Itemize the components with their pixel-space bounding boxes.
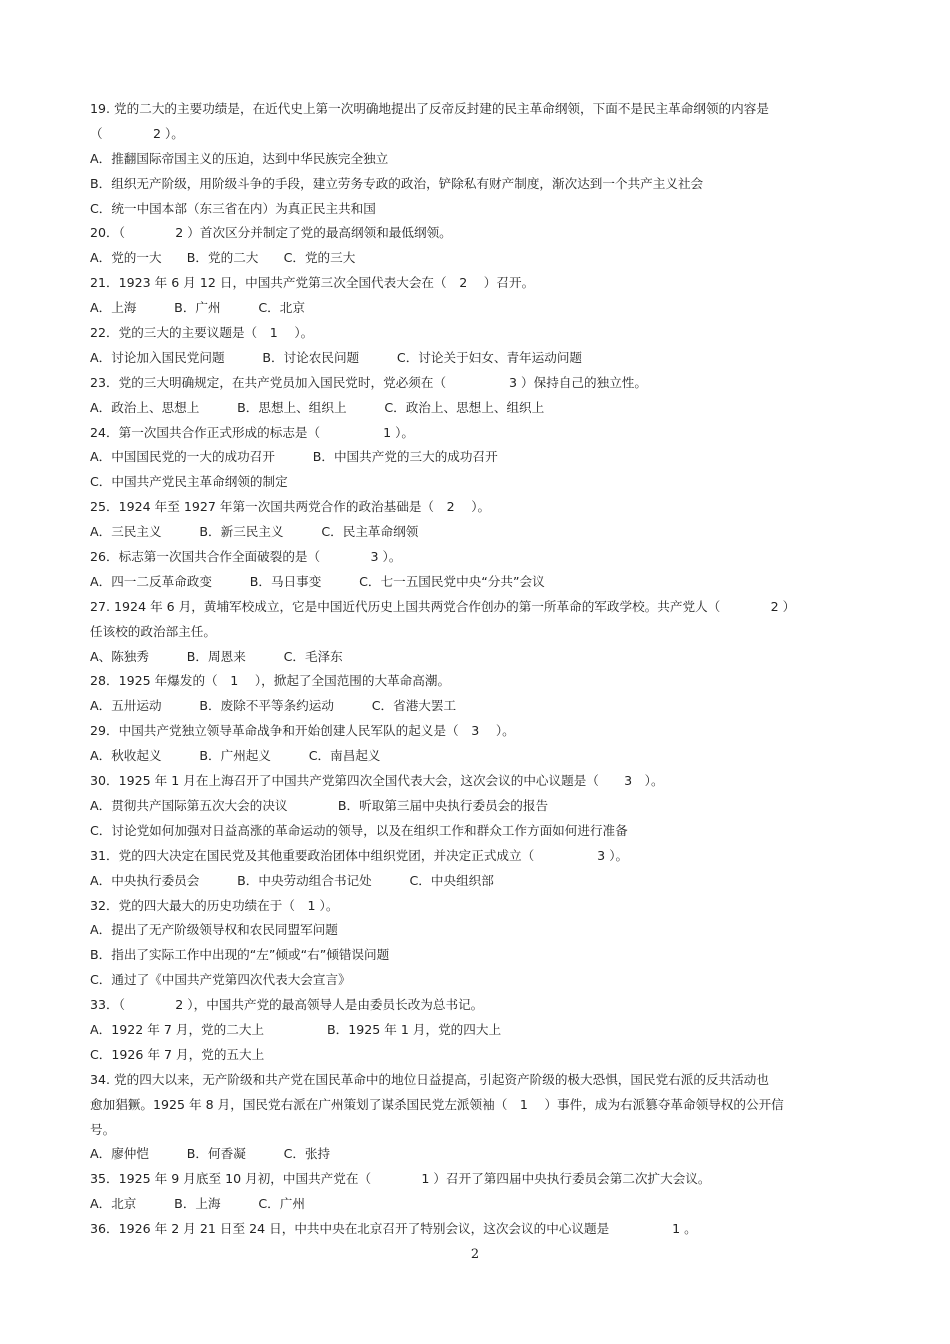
text-line: 愈加猖獗。1925 年 8 月，国民党右派在广州策划了谋杀国民党左派领袖（ 1 ）事件，成为右派篡夺革命领导权的公开信 [90, 1096, 784, 1112]
text-line: A．讨论加入国民党问题 B．讨论农民问题 C．讨论关于妇女、青年运动问题 [90, 349, 583, 365]
text-line: 25．1924 年至 1927 年第一次国共两党合作的政治基础是（ 2 ）。 [90, 499, 491, 515]
text-line: （ 2 ）。 [90, 125, 184, 141]
text-line: A．贯彻共产国际第五次大会的决议 B．听取第三届中央执行委员会的报告 [90, 797, 549, 813]
text-line: B．组织无产阶级，用阶级斗争的手段，建立劳务专政的政治，铲除私有财产制度，渐次达到一个共产主义社会 [90, 175, 704, 191]
text-line: C．1926 年 7 月，党的五大上 [90, 1046, 265, 1062]
text-line: C．统一中国本部（东三省在内）为真正民主共和国 [90, 200, 376, 216]
text-line: 22．党的三大的主要议题是（ 1 ）。 [90, 325, 314, 341]
question-list [90, 97, 870, 1242]
text-line: 35．1925 年 9 月底至 10 月初，中国共产党在（ 1 ）召开了第四届中央执行委员会第二次扩大会议。 [90, 1171, 711, 1187]
text-line: A．上海 B．广州 C．北京 [90, 300, 305, 316]
text-line: A．四一二反革命政变 B．马日事变 C．七一五国民党中央“分共”会议 [90, 573, 545, 589]
text-line: 33．（ 2 ），中国共产党的最高领导人是由委员长改为总书记。 [90, 997, 484, 1013]
text-line: A．秋收起义 B．广州起义 C．南昌起义 [90, 748, 381, 764]
text-line: 24．第一次国共合作正式形成的标志是（ 1 ）。 [90, 424, 414, 440]
text-line: 26．标志第一次国共合作全面破裂的是（ 3 ）。 [90, 549, 402, 565]
text-line: C．中国共产党民主革命纲领的制定 [90, 474, 288, 490]
text-line: 27. 1924 年 6 月，黄埔军校成立，它是中国近代历史上国共两党合作创办的第一所革命的军政学校。共产党人（ 2 ） [90, 598, 796, 614]
text-line: A、陈独秀 B．周恩来 C．毛泽东 [90, 648, 343, 664]
text-line: 29．中国共产党独立领导革命战争和开始创建人民军队的起义是（ 3 ）。 [90, 723, 515, 739]
text-line: 32．党的四大最大的历史功绩在于（ 1 ）。 [90, 897, 339, 913]
text-line: A．提出了无产阶级领导权和农民同盟军问题 [90, 922, 338, 938]
text-line: 34. 党的四大以来，无产阶级和共产党在国民革命中的地位日益提高，引起资产阶级的极大恐惧，国民党右派的反共活动也 [90, 1071, 769, 1087]
text-line: 36．1926 年 2 月 21 日至 24 日，中共中央在北京召开了特别会议，这次会议的中心议题是 1 。 [90, 1221, 697, 1237]
page-number: 2 [470, 1247, 480, 1262]
text-line: 23．党的三大明确规定，在共产党员加入国民党时，党必须在（ 3 ）保持自己的独立性。 [90, 374, 647, 390]
text-line: C．通过了《中国共产党第四次代表大会宣言》 [90, 972, 351, 988]
text-line: A．党的一大 B．党的二大 C．党的三大 [90, 250, 356, 266]
text-line: A．中央执行委员会 B．中央劳动组合书记处 C．中央组织部 [90, 872, 494, 888]
text-line: A．北京 B．上海 C．广州 [90, 1196, 305, 1212]
text-line: A．政治上、思想上 B．思想上、组织上 C．政治上、思想上、组织上 [90, 399, 545, 415]
text-line: 28．1925 年爆发的（ 1 ），掀起了全国范围的大革命高潮。 [90, 673, 451, 689]
text-line: A．五卅运动 B．废除不平等条约运动 C．省港大罢工 [90, 698, 457, 714]
text-line: 号。 [90, 1121, 116, 1137]
text-line: 任该校的政治部主任。 [90, 623, 216, 639]
text-line: A．廖仲恺 B．何香凝 C．张持 [90, 1146, 331, 1162]
text-line: 30．1925 年 1 月在上海召开了中国共产党第四次全国代表大会，这次会议的中心议题是（ 3 ）。 [90, 773, 664, 789]
text-line: 21．1923 年 6 月 12 日，中国共产党第三次全国代表大会在（ 2 ）召开。 [90, 275, 535, 291]
text-line: A．三民主义 B．新三民主义 C．民主革命纲领 [90, 524, 419, 540]
text-line: 31．党的四大决定在国民党及其他重要政治团体中组织党团，并决定正式成立（ 3 ）。 [90, 847, 629, 863]
text-line: 19. 党的二大的主要功绩是，在近代史上第一次明确地提出了反帝反封建的民主革命纲领，下面不是民主革命纲领的内容是 [90, 101, 769, 116]
text-line: A．中国国民党的一大的成功召开 B．中国共产党的三大的成功召开 [90, 449, 498, 465]
text-line: B．指出了实际工作中出现的“左”倾或“右”倾错误问题 [90, 947, 390, 963]
text-line: A．1922 年 7 月，党的二大上 B．1925 年 1 月，党的四大上 [90, 1021, 502, 1037]
text-line: A．推翻国际帝国主义的压迫，达到中华民族完全独立 [90, 150, 389, 166]
text-line: 20．（ 2 ）首次区分并制定了党的最高纲领和最低纲领。 [90, 225, 452, 241]
text-line: C．讨论党如何加强对日益高涨的革命运动的领导，以及在组织工作和群众工作方面如何进行准备 [90, 822, 628, 838]
